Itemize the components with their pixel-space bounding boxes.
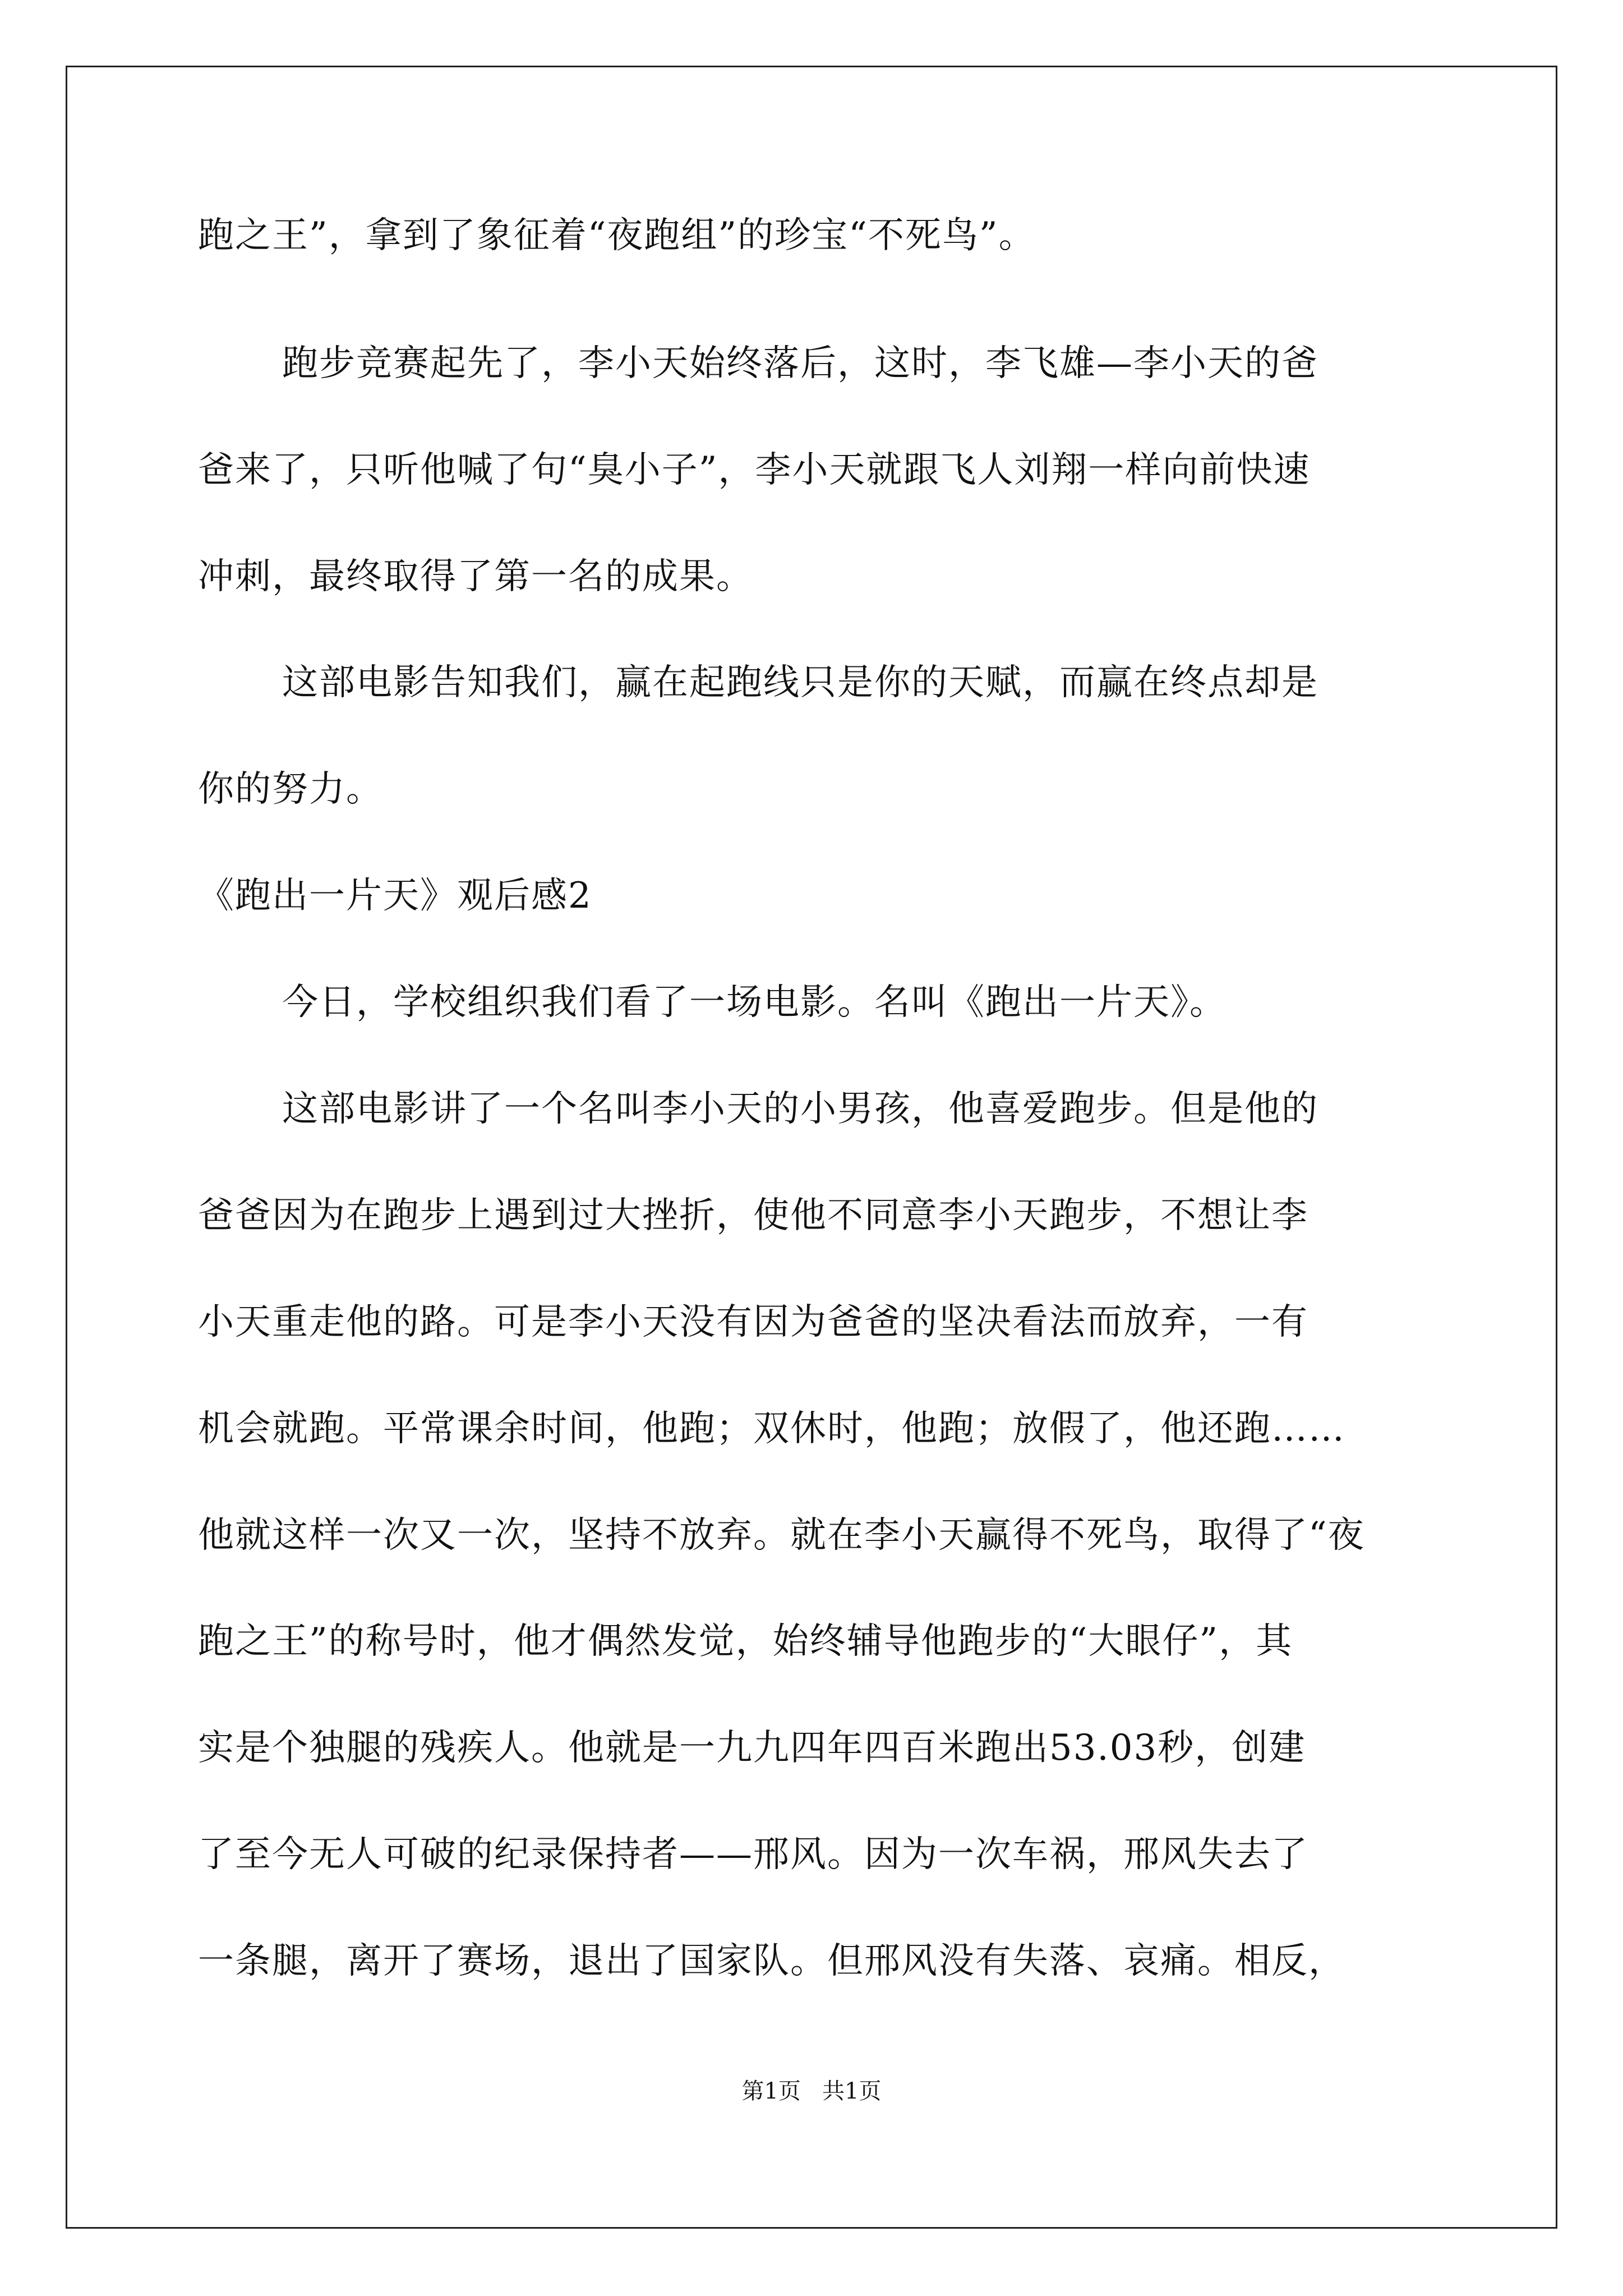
paragraph-line: 跑之王”，拿到了象征着“夜跑组”的珍宝“不死鸟”。 [198, 215, 1036, 256]
paragraph-line: 跑之王”的称号时，他才偶然发觉，始终辅导他跑步的“大眼仔”，其 [198, 1621, 1293, 1662]
paragraph-line: 跑步竞赛起先了，李小天始终落后，这时，李飞雄—李小天的爸 [282, 343, 1318, 384]
paragraph-line: 爸来了，只听他喊了句“臭小子”，李小天就跟飞人刘翔一样向前快速 [198, 449, 1311, 491]
section-heading: 《跑出一片天》观后感2 [198, 875, 592, 917]
paragraph-line: 冲刺，最终取得了第一名的成果。 [198, 556, 753, 597]
page-border [66, 66, 1557, 2229]
paragraph-line: 你的努力。 [198, 769, 383, 810]
paragraph-line: 这部电影告知我们，赢在起跑线只是你的天赋，而赢在终点却是 [282, 662, 1318, 703]
page-footer: 第1页 共1页 [741, 2078, 882, 2104]
paragraph-line: 爸爸因为在跑步上遇到过大挫折，使他不同意李小天跑步，不想让李 [198, 1195, 1308, 1236]
paragraph-line: 小天重走他的路。可是李小天没有因为爸爸的坚决看法而放弃，一有 [198, 1301, 1308, 1343]
paragraph-line: 今日，学校组织我们看了一场电影。名叫《跑出一片天》。 [282, 982, 1227, 1023]
paragraph-line: 实是个独腿的残疾人。他就是一九九四年四百米跑出53.03秒，创建 [198, 1727, 1306, 1769]
paragraph-line: 了至今无人可破的纪录保持者——邢风。因为一次车祸，邢风失去了 [198, 1834, 1308, 1875]
paragraph-line: 他就这样一次又一次，坚持不放弃。就在李小天赢得不死鸟，取得了“夜 [198, 1515, 1365, 1556]
paragraph-line: 一条腿，离开了赛场，退出了国家队。但邢风没有失落、哀痛。相反， [198, 1940, 1345, 1982]
paragraph-line: 机会就跑。平常课余时间，他跑；双休时，他跑；放假了，他还跑…… [198, 1408, 1345, 1450]
paragraph-line: 这部电影讲了一个名叫李小天的小男孩，他喜爱跑步。但是他的 [282, 1088, 1318, 1130]
